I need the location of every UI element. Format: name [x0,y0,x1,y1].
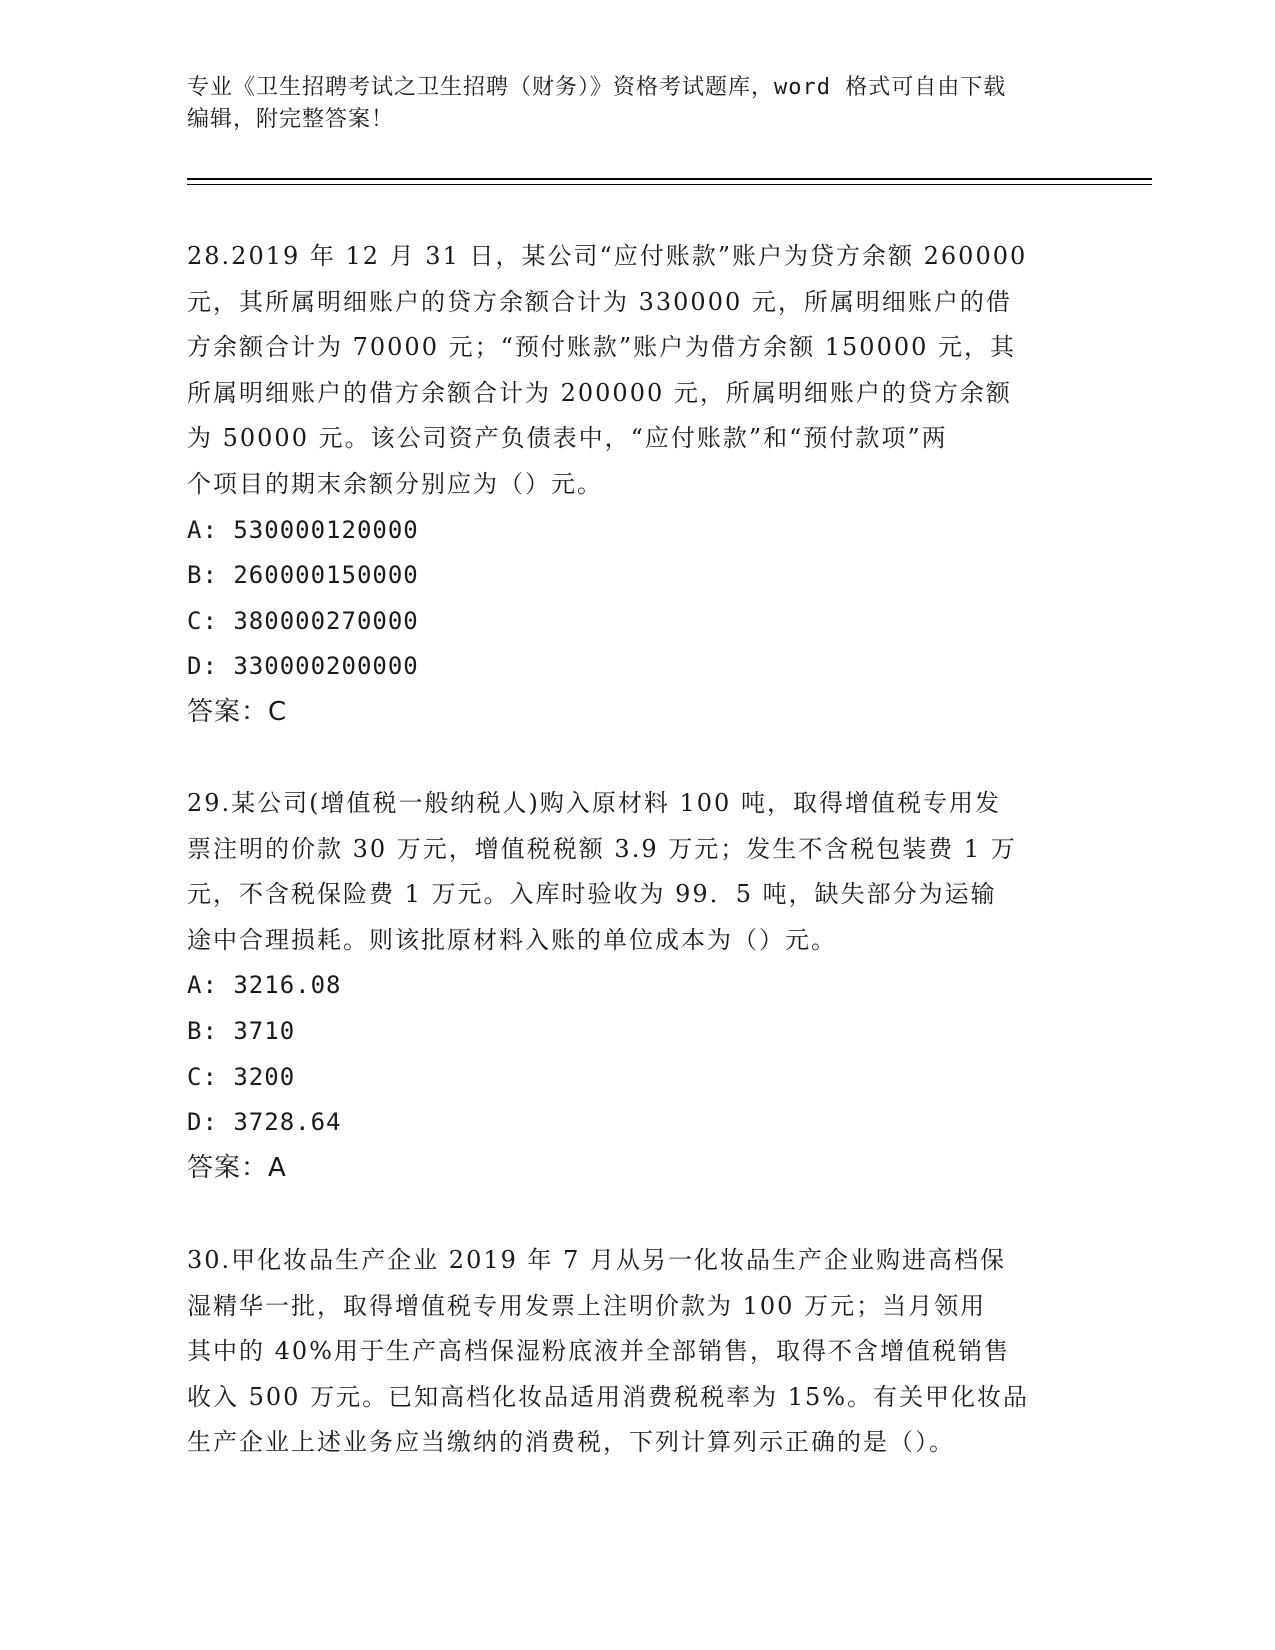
stem-line: 28.2019 年 12 月 31 日，某公司“应付账款”账户为贷方余额 260000 [187,242,1028,270]
stem-line: 生产企业上述业务应当缴纳的消费税，下列计算列示正确的是（）。 [187,1428,955,1457]
stem-line: 元，其所属明细账户的贷方余额合计为 330000 元，所属明细账户的借 [187,287,1012,316]
stem-line: 个项目的期末余额分别应为（）元。 [187,469,603,498]
stem-line: 元，不含税保险费 1 万元。入库时验收为 99．5 吨，缺失部分为运输 [187,880,997,909]
stem-line: 湿精华一批，取得增值税专用发票上注明价款为 100 万元；当月领用 [187,1291,987,1320]
stem-line: 其中的 40%用于生产高档保湿粉底液并全部销售，取得不含增值税销售 [187,1337,1010,1366]
option-d: D: 330000200000 [187,652,419,681]
question-29 [187,781,1087,1191]
header-line-1: 专业《卫生招聘考试之卫生招聘（财务）》资格考试题库，word 格式可自由下载 [187,75,1007,100]
stem-line: 途中合理损耗。则该批原材料入账的单位成本为（）元。 [187,925,837,954]
option-d: D: 3728.64 [187,1108,342,1137]
stem-line: 为 50000 元。该公司资产负债表中，“应付账款”和“预付款项”两 [187,424,948,453]
question-28 [187,234,1087,736]
stem-line: 方余额合计为 70000 元；“预付账款”账户为借方余额 150000 元，其 [187,333,1017,362]
answer-label: 答案：C [187,696,288,727]
option-a: A: 530000120000 [187,515,419,544]
question-stem [187,234,1087,508]
stem-line: 29.某公司(增值税一般纳税人)购入原材料 100 吨，取得增值税专用发 [187,789,1001,817]
option-b: B: 3710 [187,1016,296,1045]
stem-line: 票注明的价款 30 万元，增值税税额 3.9 万元；发生不含税包装费 1 万 [187,834,1017,863]
stem-line: 收入 500 万元。已知高档化妆品适用消费税税率为 15%。有关甲化妆品 [187,1382,1030,1411]
question-stem [187,781,1087,963]
header-line-2: 编辑，附完整答案！ [187,107,395,132]
option-c: C: 380000270000 [187,606,419,635]
stem-line: 所属明细账户的借方余额合计为 200000 元，所属明细账户的贷方余额 [187,378,1012,407]
document-header [187,72,1087,136]
option-b: B: 260000150000 [187,561,419,590]
question-30 [187,1238,1087,1466]
question-stem [187,1238,1087,1466]
header-divider [187,178,1152,185]
answer-label: 答案：A [187,1152,287,1183]
option-c: C: 3200 [187,1062,296,1091]
option-a: A: 3216.08 [187,971,342,1000]
stem-line: 30.甲化妆品生产企业 2019 年 7 月从另一化妆品生产企业购进高档保 [187,1246,1007,1274]
